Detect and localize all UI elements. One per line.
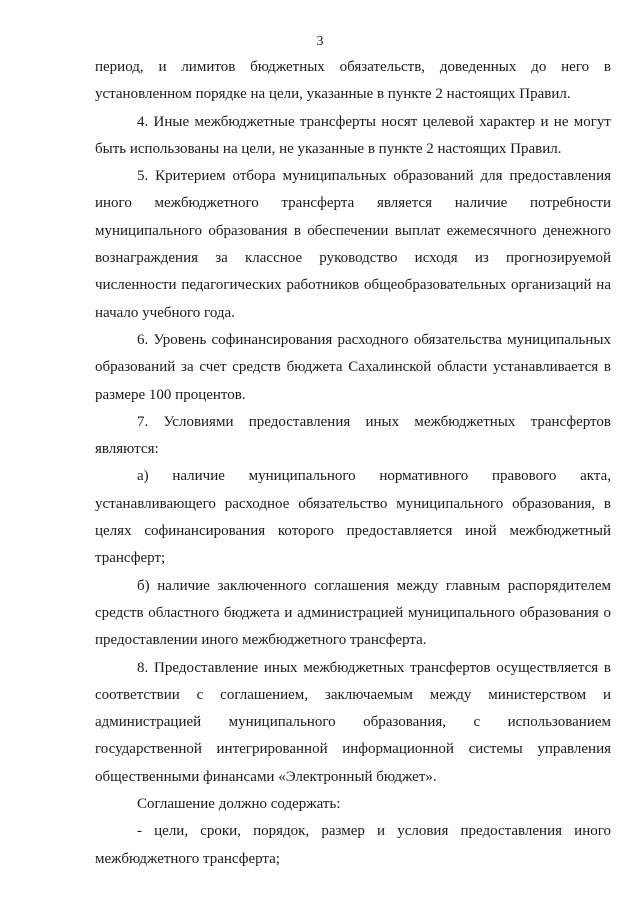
paragraph-item-8: 8. Предоставление иных межбюджетных трансфертов осуществляется в соответствии с соглашением, заключаемым между министерством и администрацией муниципального образования, с использованием государственной интегрированной информационной системы управления общественными финансами «Электронный бюджет». bbox=[95, 659, 611, 785]
paragraph-subitem-b: б) наличие заключенного соглашения между главным распорядителем средств областного бюджета и администрацией муниципального образования о предоставлении иного межбюджетного трансферта. bbox=[95, 577, 611, 649]
paragraph-subitem-a: а) наличие муниципального нормативного правового акта, устанавливающего расходное обязательство муниципального образования, в целях софинансирования которого предоставляется иной межбюджетный трансферт; bbox=[95, 468, 611, 567]
paragraph-item-4: 4. Иные межбюджетные трансферты носят целевой характер и не могут быть использованы на цели, не указанные в пункте 2 настоящих Правил. bbox=[95, 113, 611, 157]
paragraph-item-7: 7. Условиями предоставления иных межбюджетных трансфертов являются: bbox=[95, 413, 611, 458]
paragraph-agreement-list-item: - цели, сроки, порядок, размер и условия предоставления иного межбюджетного трансферта; bbox=[95, 823, 611, 867]
paragraph-agreement-intro: Соглашение должно содержать: bbox=[137, 796, 341, 813]
document-body bbox=[95, 54, 611, 873]
page-number: 3 bbox=[316, 34, 324, 49]
paragraph-continuation: период, и лимитов бюджетных обязательств, доведенных до него в установленном порядке на цели, указанные в пункте 2 настоящих Правил. bbox=[95, 59, 611, 103]
paragraph-item-5: 5. Критерием отбора муниципальных образований для предоставления иного межбюджетного трансферта является наличие потребности муниципального образования в обеспечении выплат ежемесячного денежного вознаграждения за классное руководство исходя из прогнозируемой численности педагогических работников общеобразовательных организаций на начало учебного года. bbox=[95, 168, 611, 321]
paragraph-item-6: 6. Уровень софинансирования расходного обязательства муниципальных образований за счет средств бюджета Сахалинской области устанавливается в размере 100 процентов. bbox=[95, 331, 611, 403]
